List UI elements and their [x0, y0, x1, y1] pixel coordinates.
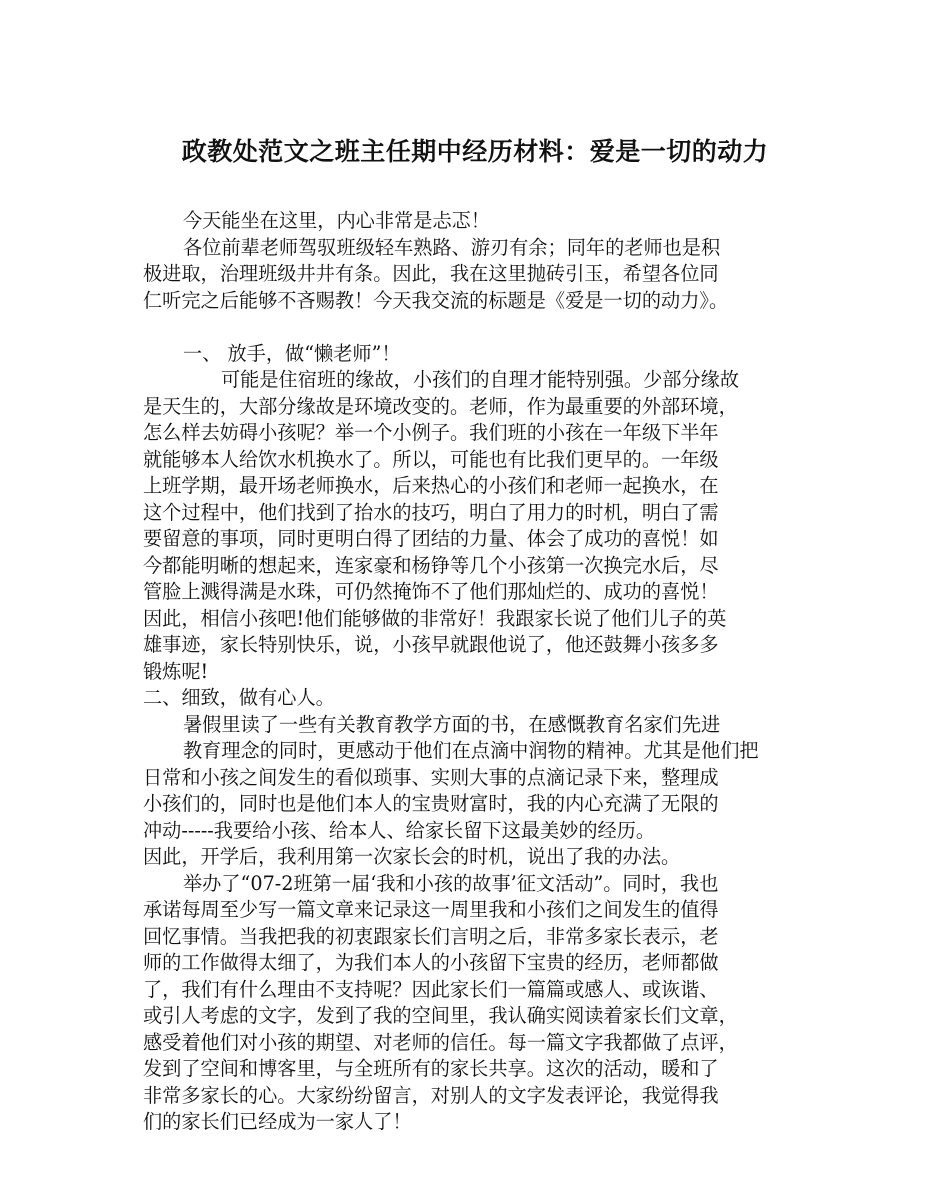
paragraph-line: 今天能坐在这里，内心非常是忐忑！ — [183, 209, 490, 232]
paragraph-line: 二、细致，做有心人。 — [143, 686, 335, 709]
paragraph-line: 师的工作做得太细了，为我们本人的小孩留下宝贵的经历，老师都做 — [143, 951, 719, 974]
paragraph-line: 承诺每周至少写一篇文章来记录这一周里我和小孩们之间发生的值得 — [143, 898, 719, 921]
paragraph-line: 教育理念的同时，更感动于他们在点滴中润物的精神。尤其是他们把 — [183, 739, 759, 762]
paragraph-line: 冲动-----我要给小孩、给本人、给家长留下这最美妙的经历。 — [143, 818, 656, 842]
paragraph-line: 管脸上溅得满是水珠，可仍然掩饰不了他们那灿烂的、成功的喜悦！ — [143, 580, 719, 603]
paragraph-line: 各位前辈老师驾驭班级轻车熟路、游刃有余；同年的老师也是积 — [183, 235, 721, 259]
paragraph-line: 要留意的事项，同时更明白得了团结的力量、体会了成功的喜悦！如 — [143, 527, 719, 550]
paragraph-line: 小孩们的，同时也是他们本人的宝贵财富时，我的内心充满了无限的 — [143, 792, 719, 815]
paragraph-spacer — [143, 314, 823, 341]
paragraph-line: 是天生的，大部分缘故是环境改变的。老师，作为最重要的外部环境， — [143, 394, 738, 418]
section-heading: 一、 放手，做“懒老师”！ — [183, 341, 401, 365]
paragraph-line: 雄事迹，家长特别快乐，说，小孩早就跟他说了，他还鼓舞小孩多多 — [143, 633, 719, 656]
paragraph-line: 今都能明晰的想起来，连家豪和杨铮等几个小孩第一次换完水后，尽 — [143, 553, 719, 577]
document-title: 政教处范文之班主任期中经历材料：爱是一切的动力 — [181, 137, 769, 166]
paragraph-line: 可能是住宿班的缘故，小孩们的自理才能特别强。少部分缘故 — [221, 368, 740, 391]
paragraph-line: 或引人考虑的文字，发到了我的空间里，我认确实阅读着家长们文章， — [143, 1004, 738, 1027]
paragraph-line: 锻炼呢! — [143, 659, 209, 683]
paragraph-line: 怎么样去妨碍小孩呢？举一个小例子。我们班的小孩在一年级下半年 — [143, 421, 719, 444]
section-heading: 暑假里读了一些有关教育教学方面的书，在感慨教育名家们先进 — [183, 712, 721, 736]
paragraph-line: 上班学期，最开场老师换水，后来热心的小孩们和老师一起换水，在 — [143, 474, 719, 497]
paragraph-line: 们的家长们已经成为一家人了！ — [143, 1110, 412, 1133]
paragraph-line: 极进取，治理班级井井有条。因此，我在这里抛砖引玉，希望各位同 — [143, 262, 719, 285]
paragraph-line: 回忆事情。当我把我的初衷跟家长们言明之后，非常多家长表示，老 — [143, 924, 719, 948]
document-body — [143, 208, 823, 1136]
paragraph-line: 就能够本人给饮水机换水了。所以，可能也有比我们更早的。一年级 — [143, 447, 719, 471]
paragraph-line: 日常和小孩之间发生的看似琐事、实则大事的点滴记录下来，整理成 — [143, 765, 719, 789]
paragraph-line: 非常多家长的心。大家纷纷留言，对别人的文字发表评论，我觉得我 — [143, 1083, 719, 1107]
paragraph-line: 因此，相信小孩吧!他们能够做的非常好！我跟家长说了他们儿子的英 — [143, 606, 727, 630]
paragraph-line: 发到了空间和博客里，与全班所有的家长共享。这次的活动，暖和了 — [143, 1057, 719, 1080]
paragraph-line: 仁听完之后能够不吝赐教！今天我交流的标题是《爱是一切的动力》。 — [143, 288, 729, 312]
paragraph-line: 举办了“07-2班第一届‘我和小孩的故事’征文活动”。同时，我也 — [183, 871, 719, 895]
paragraph-line: 了，我们有什么理由不支持呢？因此家长们一篇篇或感人、或诙谐、 — [143, 977, 719, 1001]
paragraph-line: 这个过程中，他们找到了抬水的技巧，明白了用力的时机，明白了需 — [143, 500, 719, 524]
paragraph-line: 感受着他们对小孩的期望、对老师的信任。每一篇文字我都做了点评， — [143, 1030, 738, 1054]
paragraph-line: 因此，开学后，我利用第一次家长会的时机，说出了我的办法。 — [143, 845, 681, 868]
